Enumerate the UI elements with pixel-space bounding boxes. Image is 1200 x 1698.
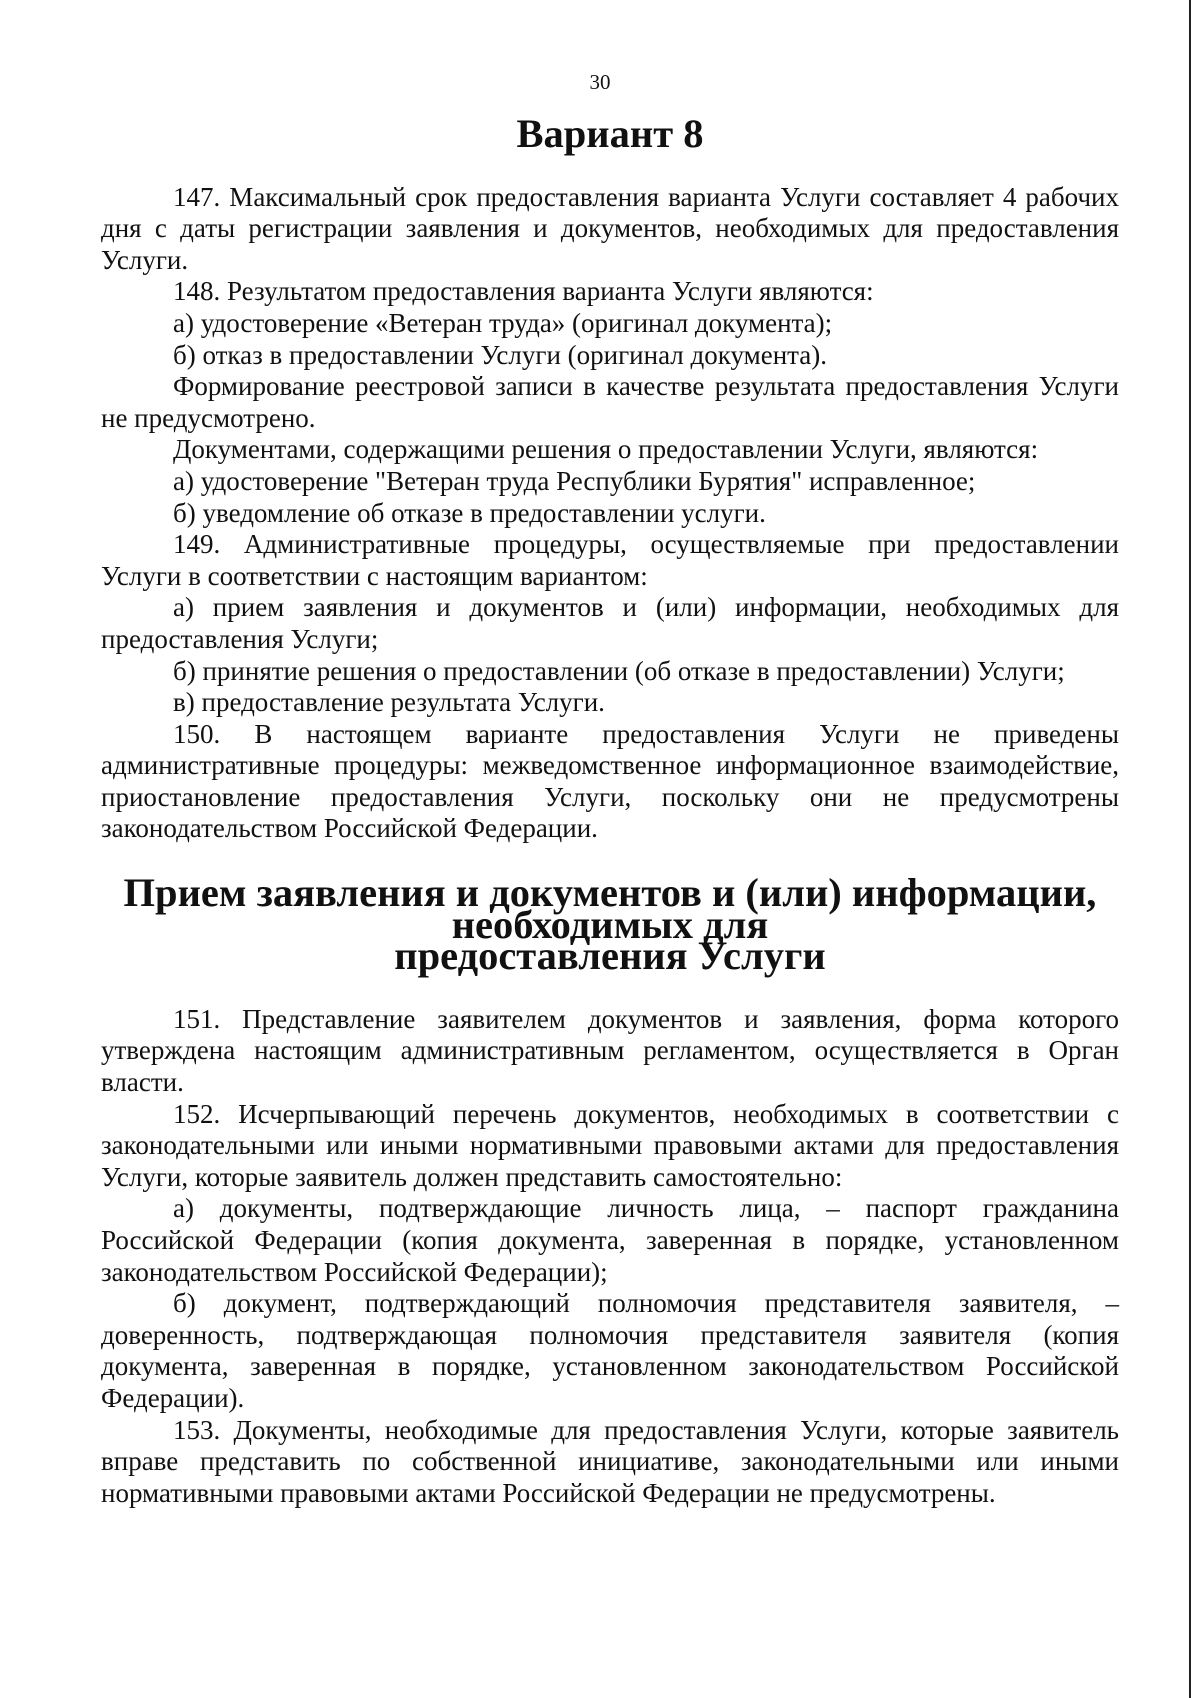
page-edge-line — [1189, 0, 1191, 1698]
page-number: 30 — [589, 70, 611, 94]
list-item-149-c: в) предоставление результата Услуги. — [173, 687, 605, 718]
section-heading-line-1: Прием заявления и документов и (или) информации, необходимых для — [123, 870, 1097, 947]
list-item-152-a: а) документы, подтверждающие личность лица, – паспорт гражданина Российской Федерации (копия документа, заверенная в порядке, установленном законодательством Российской Федерации); — [101, 1193, 1119, 1287]
paragraph-150: 150. В настоящем варианте предоставления Услуги не приведены административные процедуры: межведомственное информационное взаимодействие, приостановление предоставления Услуги, поскольку они не предусмотрены законодательством Российской Федерации. — [101, 718, 1119, 844]
document-body — [101, 111, 1119, 1509]
list-item-152-b: б) документ, подтверждающий полномочия представителя заявителя, – доверенность, подтверждающая полномочия представителя заявителя (копия документа, заверенная в порядке, установленном законодательством Российской Федерации). — [101, 1288, 1119, 1413]
list-item-decision-a: а) удостоверение "Ветеран труда Республики Бурятия" исправленное; — [173, 465, 976, 496]
list-item-148-b: б) отказ в предоставлении Услуги (оригинал документа). — [173, 339, 828, 370]
paragraph-153: 153. Документы, необходимые для предоставления Услуги, которые заявитель вправе представить по собственной инициативе, законодательными или иными нормативными правовыми актами Российской Федерации не предусмотрены. — [101, 1414, 1119, 1508]
list-item-149-a: а) прием заявления и документов и (или) информации, необходимых для предоставления Услуги; — [101, 592, 1119, 654]
list-item-148-a: а) удостоверение «Ветеран труда» (оригинал документа); — [173, 307, 833, 338]
paragraph-registry-record: Формирование реестровой записи в качестве результата предоставления Услуги не предусмотрено. — [101, 371, 1119, 433]
paragraph-148: 148. Результатом предоставления варианта Услуги являются: — [173, 276, 874, 307]
variant-heading: Вариант 8 — [516, 111, 704, 156]
paragraph-group-b — [101, 1004, 1119, 1510]
paragraph-152: 152. Исчерпывающий перечень документов, необходимых в соответствии с законодательными или иными нормативными правовыми актами для предоставления Услуги, которые заявитель должен представить самостоятельно: — [101, 1098, 1119, 1192]
list-item-149-b: б) принятие решения о предоставлении (об отказе в предоставлении) Услуги; — [173, 655, 1065, 686]
paragraph-147: 147. Максимальный срок предоставления варианта Услуги составляет 4 рабочих дня с даты регистрации заявления и документов, необходимых для предоставления Услуги. — [101, 181, 1119, 275]
list-item-decision-b: б) уведомление об отказе в предоставлении услуги. — [173, 497, 766, 528]
section-heading-line-2: предоставления Услуги — [394, 933, 826, 979]
paragraph-decision-documents: Документами, содержащими решения о предоставлении Услуги, являются: — [173, 434, 1039, 465]
paragraph-group-a — [101, 182, 1119, 845]
section-heading — [101, 870, 1119, 979]
paragraph-149: 149. Административные процедуры, осуществляемые при предоставлении Услуги в соответствии с настоящим вариантом: — [101, 529, 1119, 591]
paragraph-151: 151. Представление заявителем документов и заявления, форма которого утверждена настоящим административным регламентом, осуществляется в Орган власти. — [101, 1003, 1119, 1098]
